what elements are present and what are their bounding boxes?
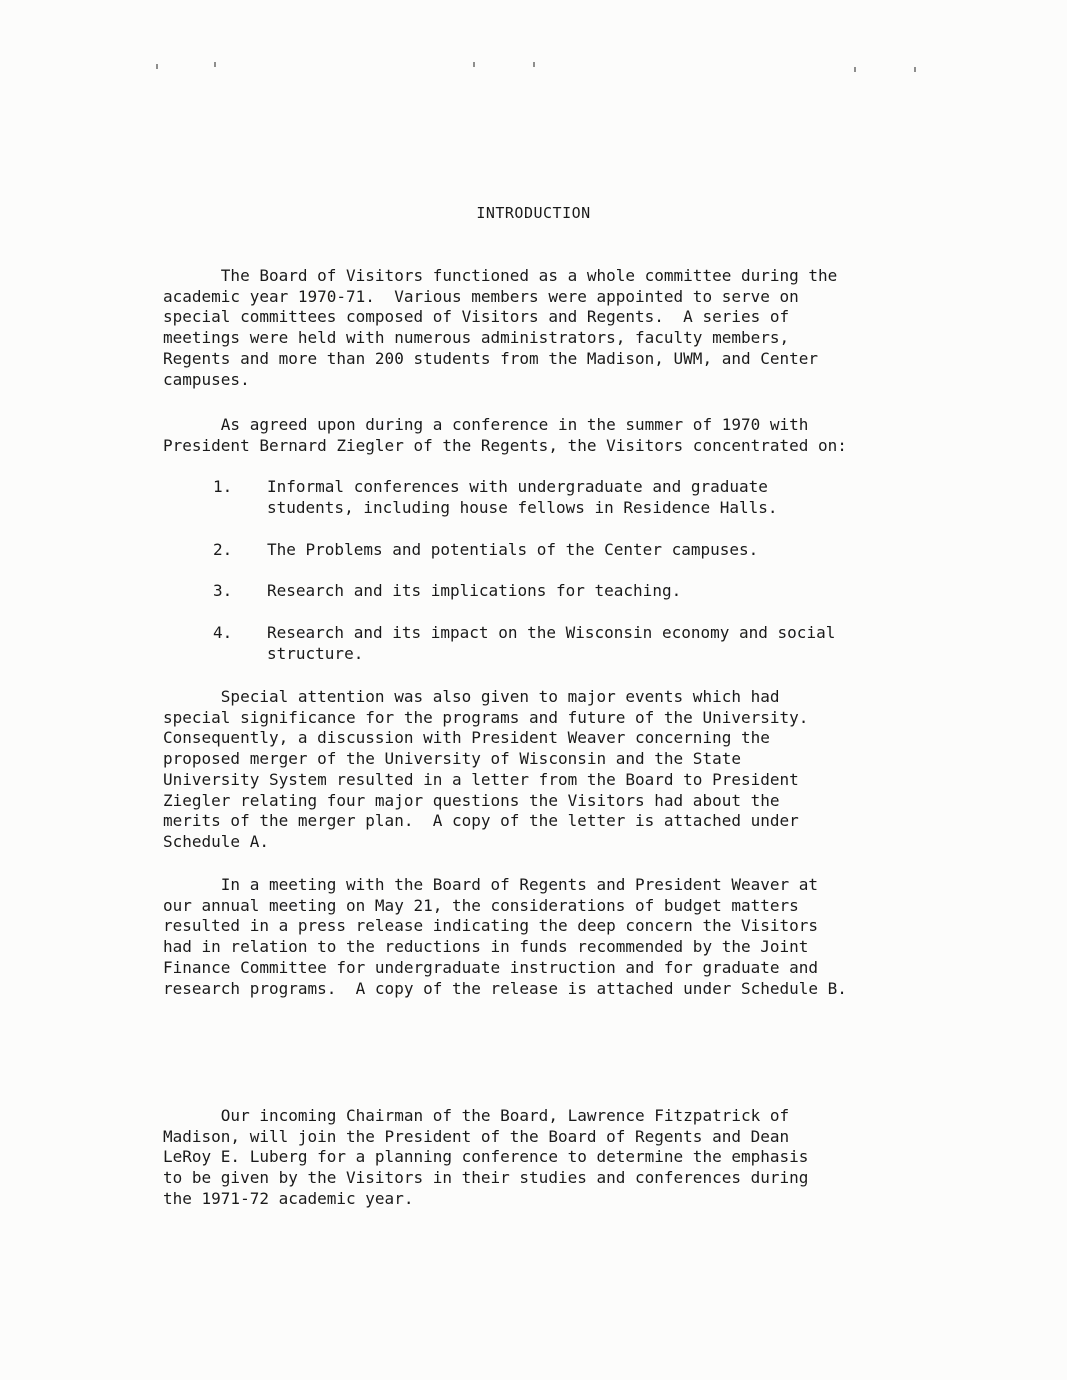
list-item-text: Informal conferences with undergraduate and graduate students, including house fellows in Residence Halls. <box>267 477 778 517</box>
paragraph-concentration-intro: As agreed upon during a conference in the summer of 1970 with President Bernard Ziegler of the Regents, the Visitors concentrated on: <box>163 415 847 455</box>
scan-mark <box>914 67 916 72</box>
list-item-number: 2. <box>213 540 233 559</box>
paragraph-board-overview: The Board of Visitors functioned as a whole committee during the academic year 1970-71. Various members were appointed to serve on special committees composed of Visitors and Regents. A series of meetings were held with numerous administrators, faculty members, Regents and more than 200 students from the Madison, UWM, and Center campuses. <box>163 266 838 389</box>
list-item-text: Research and its impact on the Wisconsin economy and social structure. <box>267 623 836 663</box>
scan-mark <box>854 67 856 72</box>
paragraph-planning-conference: Our incoming Chairman of the Board, Lawrence Fitzpatrick of Madison, will join the President of the Board of Regents and Dean LeRoy E. Luberg for a planning conference to determine the emphasis to be given by the Visitors in their studies and conferences during the 1971-72 academic year. <box>163 1106 809 1208</box>
list-item-number: 4. <box>213 623 233 642</box>
scan-mark <box>156 64 158 69</box>
list-item-text: The Problems and potentials of the Center campuses. <box>267 540 759 559</box>
paragraph-merger-discussion: Special attention was also given to major events which had special significance for the programs and future of the University. Consequently, a discussion with President Weaver concerning the proposed merger of the University of Wisconsin and the State University System resulted in a letter from the Board to President Ziegler relating four major questions the Visitors had about the merits of the merger plan. A copy of the letter is attached under Schedule A. <box>163 687 809 851</box>
list-item-number: 1. <box>213 477 233 496</box>
document-title: INTRODUCTION <box>476 204 591 222</box>
scan-mark <box>533 62 535 67</box>
list-item-text: Research and its implications for teaching. <box>267 581 682 600</box>
scan-mark <box>473 62 475 67</box>
list-item-number: 3. <box>213 581 233 600</box>
scan-mark <box>214 62 216 67</box>
paragraph-budget-release: In a meeting with the Board of Regents and President Weaver at our annual meeting on May 21, the considerations of budget matters resulted in a press release indicating the deep concern the Visitors had in relation to the reductions in funds recommended by the Joint Finance Committee for undergraduate instruction and for graduate and research programs. A copy of the release is attached under Schedule B. <box>163 875 847 998</box>
